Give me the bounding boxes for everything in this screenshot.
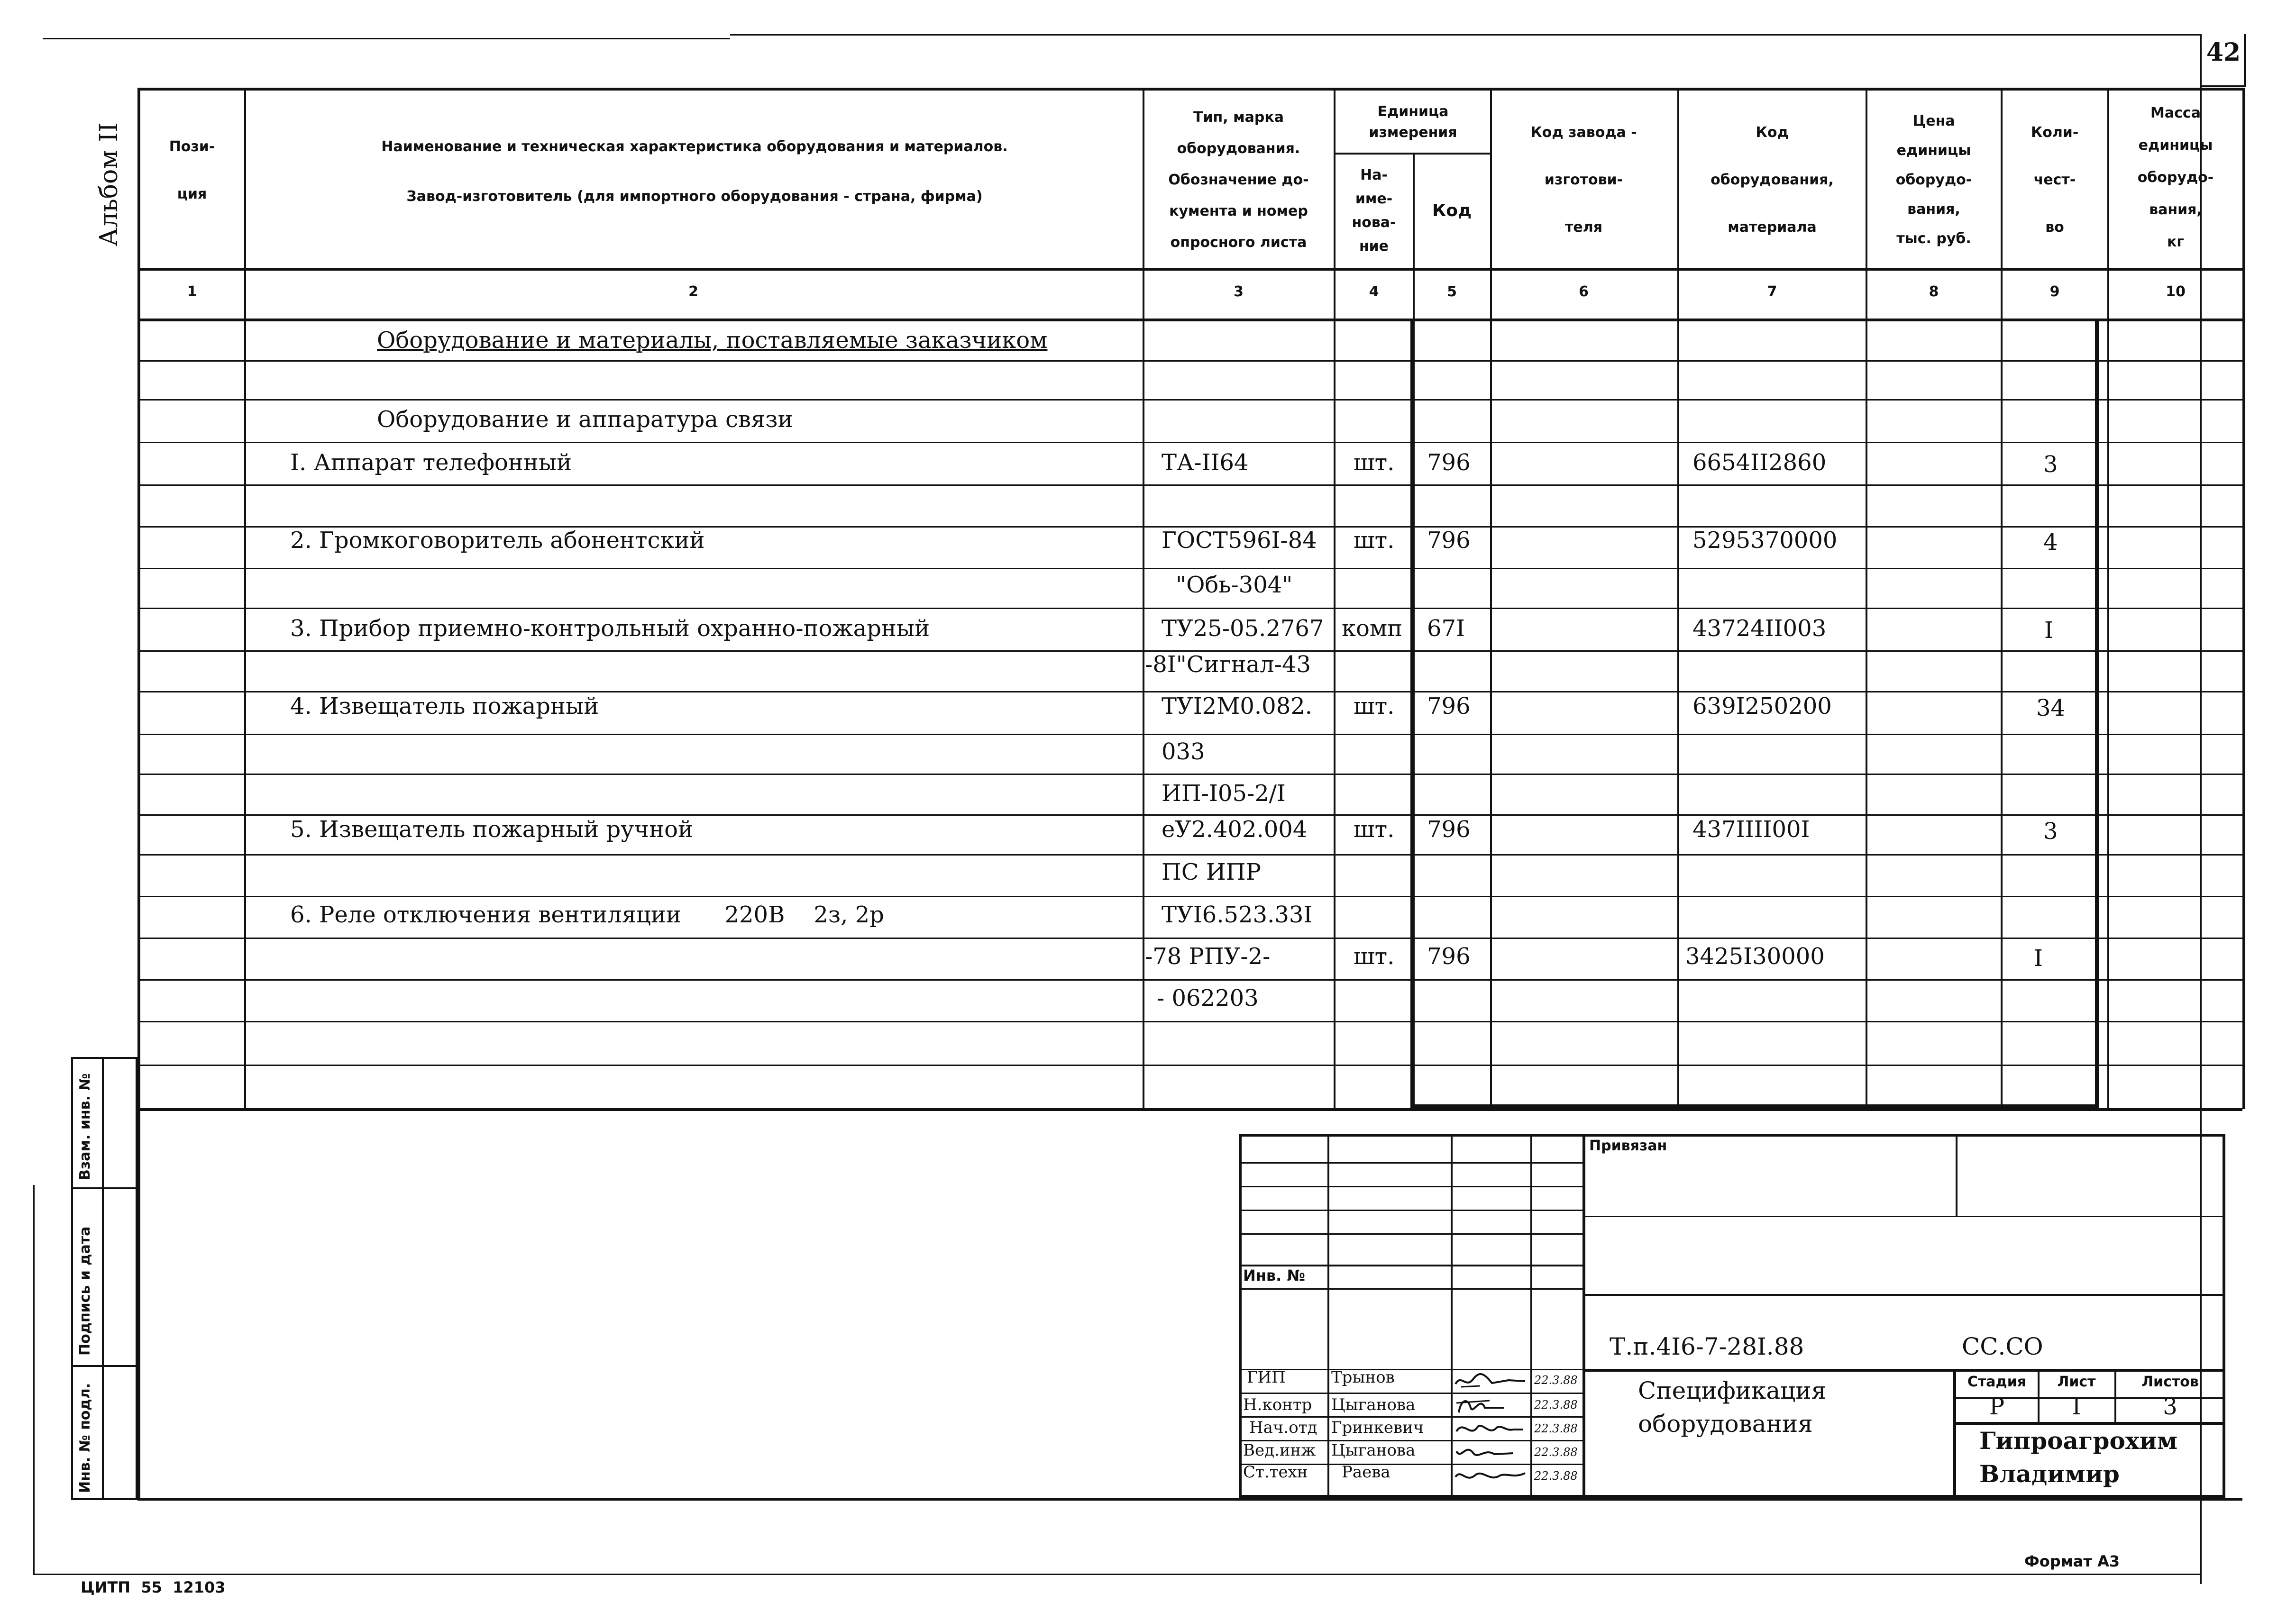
person-role-vedinzh: Вед.инж xyxy=(1243,1441,1316,1460)
table-row-3b-type: -8I"Сигнал-43 xyxy=(1145,651,1311,678)
table-row-4-code: 796 xyxy=(1427,693,1471,719)
table-row-4-name: 4. Извещатель пожарный xyxy=(290,693,599,719)
section-title-comms: Оборудование и аппаратура связи xyxy=(377,406,793,433)
doc-title-line1: Спецификация xyxy=(1638,1377,1827,1404)
stamp-podpis-data: Подпись и дата xyxy=(77,1226,93,1356)
org-line2: Владимир xyxy=(1979,1460,2120,1488)
person-date-sttekhn: 22.3.88 xyxy=(1534,1469,1578,1483)
label-sheets: Листов xyxy=(2141,1374,2199,1390)
table-row-6b-type: -78 РПУ-2- xyxy=(1145,943,1271,970)
col-num-8: 8 xyxy=(1929,283,1939,300)
header-material-code: Код оборудования, материала xyxy=(1711,124,1834,236)
header-type: Тип, марка оборудования. Обозначение до- кумента и номер опросного листа xyxy=(1168,109,1309,251)
person-date-vedinzh: 22.3.88 xyxy=(1534,1446,1578,1459)
value-stage: Р xyxy=(1989,1393,2005,1420)
table-row-1-qty: 3 xyxy=(2043,451,2058,478)
person-name-nkontr: Цыганова xyxy=(1331,1395,1416,1414)
table-row-1-unit: шт. xyxy=(1354,449,1395,476)
value-sheet: I xyxy=(2072,1393,2081,1420)
org-line1: Гипроагрохим xyxy=(1979,1427,2178,1455)
label-inv-no: Инв. № xyxy=(1243,1266,1305,1284)
table-row-5-qty: 3 xyxy=(2043,818,2058,845)
col-num-5: 5 xyxy=(1447,283,1457,300)
table-row-6b-qty: I xyxy=(2034,945,2043,972)
table-row-4-unit: шт. xyxy=(1354,693,1395,719)
person-date-nachotd: 22.3.88 xyxy=(1534,1422,1578,1435)
table-row-4b-type: 033 xyxy=(1162,738,1205,765)
table-row-2b-type: "Обь-304" xyxy=(1176,572,1293,598)
label-privyazan: Привязан xyxy=(1589,1138,1667,1154)
header-unit-code: Код xyxy=(1432,201,1472,220)
table-row-3-code: 67I xyxy=(1427,615,1465,642)
header-mass: Масса единицы оборудо- вания, кг xyxy=(2137,105,2214,250)
table-row-2-mat-code: 5295370000 xyxy=(1692,527,1838,554)
table-row-4-type: ТУI2М0.082. xyxy=(1162,693,1313,719)
table-row-1-type: ТА-II64 xyxy=(1162,449,1249,476)
col-num-10: 10 xyxy=(2166,283,2186,300)
signature-vedinzh xyxy=(1452,1441,1530,1465)
table-row-2-qty: 4 xyxy=(2043,529,2058,556)
table-row-6-name: 6. Реле отключения вентиляции 220В 2з, 2р xyxy=(290,902,884,928)
table-row-3-unit: комп xyxy=(1342,615,1403,642)
header-plant-code: Код завода - изготови- теля xyxy=(1530,124,1637,236)
header-name-line2: Завод-изготовитель (для импортного оборудования - страна, фирма) xyxy=(406,188,983,205)
signature-sttekhn xyxy=(1452,1464,1530,1487)
signature-nkontr xyxy=(1452,1393,1530,1417)
person-date-nkontr: 22.3.88 xyxy=(1534,1398,1578,1412)
table-row-6c-type: - 062203 xyxy=(1157,985,1259,1011)
col-num-2: 2 xyxy=(688,283,698,300)
value-sheets: 3 xyxy=(2163,1393,2177,1420)
header-unit-group: Единица измерения xyxy=(1369,103,1457,141)
doc-code: Т.п.4I6-7-28I.88 xyxy=(1610,1333,1804,1360)
person-name-vedinzh: Цыганова xyxy=(1331,1441,1416,1460)
table-row-6b-mat-code: 3425I30000 xyxy=(1685,943,1825,970)
table-row-4c-type: ИП-I05-2/I xyxy=(1162,780,1286,807)
table-row-5-mat-code: 437IIII00I xyxy=(1692,816,1810,843)
person-name-gip: Трынов xyxy=(1331,1368,1395,1387)
col-num-1: 1 xyxy=(187,283,197,300)
col-num-6: 6 xyxy=(1579,283,1589,300)
header-unit-name: На- име- нова- ние xyxy=(1352,167,1396,255)
table-row-6-type: ТУI6.523.33I xyxy=(1162,902,1313,928)
sheet-number: 42 xyxy=(2206,38,2241,67)
table-row-5-unit: шт. xyxy=(1354,816,1395,843)
stamp-vzam-inv: Взам. инв. № xyxy=(77,1073,93,1180)
album-label: Альбом II xyxy=(95,122,123,246)
header-price: Цена единицы оборудо- вания, тыс. руб. xyxy=(1895,113,1972,247)
table-row-2-name: 2. Громкоговоритель абонентский xyxy=(290,527,705,554)
signature-nachotd xyxy=(1452,1417,1530,1441)
doc-title-line2: оборудования xyxy=(1638,1410,1813,1438)
table-row-2-unit: шт. xyxy=(1354,527,1395,554)
table-row-1-name: I. Аппарат телефонный xyxy=(290,449,572,476)
label-sheet: Лист xyxy=(2057,1374,2096,1390)
table-row-6b-code: 796 xyxy=(1427,943,1471,970)
bottom-code: ЦИТП 55 12103 xyxy=(81,1578,226,1596)
table-row-3-mat-code: 43724II003 xyxy=(1692,615,1827,642)
table-row-3-type: ТУ25-05.2767 xyxy=(1162,615,1324,642)
person-name-nachotd: Гринкевич xyxy=(1331,1418,1424,1437)
header-quantity: Коли- чест- во xyxy=(2031,124,2079,236)
header-position: Пози- ция xyxy=(169,138,215,202)
table-row-2-code: 796 xyxy=(1427,527,1471,554)
signature-gip xyxy=(1452,1370,1530,1393)
table-row-1-code: 796 xyxy=(1427,449,1471,476)
table-row-5-type: еУ2.402.004 xyxy=(1162,816,1308,843)
table-row-5-name: 5. Извещатель пожарный ручной xyxy=(290,816,694,843)
col-num-4: 4 xyxy=(1369,283,1379,300)
col-num-3: 3 xyxy=(1234,283,1244,300)
person-role-nkontr: Н.контр xyxy=(1243,1395,1312,1414)
col-num-9: 9 xyxy=(2049,283,2060,300)
header-name-line1: Наименование и техническая характеристика оборудования и материалов. xyxy=(381,138,1008,155)
person-name-sttekhn: Раева xyxy=(1342,1463,1390,1482)
table-row-5b-type: ПС ИПР xyxy=(1162,859,1261,885)
person-role-sttekhn: Ст.техн xyxy=(1243,1463,1308,1482)
table-row-6b-unit: шт. xyxy=(1354,943,1395,970)
table-row-3-qty: I xyxy=(2044,617,2053,644)
table-row-2-type: ГОСТ596I-84 xyxy=(1162,527,1317,554)
section-title-customer: Оборудование и материалы, поставляемые заказчиком xyxy=(377,327,1048,354)
person-date-gip: 22.3.88 xyxy=(1534,1374,1578,1387)
table-row-5-code: 796 xyxy=(1427,816,1471,843)
col-num-7: 7 xyxy=(1767,283,1777,300)
table-row-4-qty: 34 xyxy=(2036,695,2066,721)
table-row-1-mat-code: 6654II2860 xyxy=(1692,449,1827,476)
table-row-3-name: 3. Прибор приемно-контрольный охранно-пожарный xyxy=(290,615,930,642)
doc-mark: СС.СО xyxy=(1962,1333,2043,1360)
table-row-4-mat-code: 639I250200 xyxy=(1692,693,1832,719)
person-role-nachotd: Нач.отд xyxy=(1249,1418,1317,1437)
stamp-inv-podl: Инв. № подл. xyxy=(77,1383,93,1493)
format-label: Формат А3 xyxy=(2024,1552,2120,1570)
label-stage: Стадия xyxy=(1967,1374,2027,1390)
person-role-gip: ГИП xyxy=(1247,1368,1286,1387)
